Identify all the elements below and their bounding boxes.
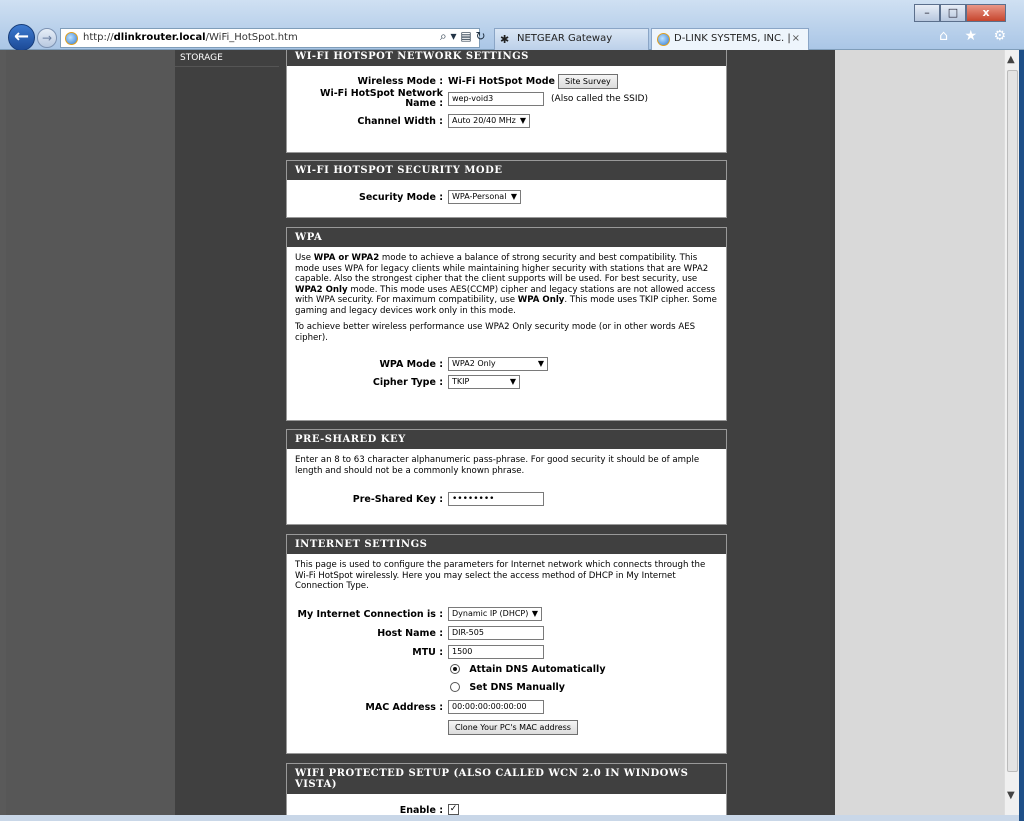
network-name-label <box>320 89 443 109</box>
section-title: PRE-SHARED KEY <box>287 430 726 449</box>
home-favorites-tools-icons[interactable]: ⌂ ★ ⚙ <box>939 28 1012 44</box>
wpa-desc-text: mode. This mode uses AES(CCMP) cipher and legacy stations are not allowed access with WPA security. For maximum compatibility, use <box>295 284 716 305</box>
netgear-icon: ✱ <box>500 33 510 46</box>
mtu-label: MTU : <box>412 646 443 658</box>
wpa-description <box>295 253 718 316</box>
site-survey-button[interactable]: Site Survey <box>558 74 618 89</box>
wpa-section <box>286 227 727 421</box>
section-title: INTERNET SETTINGS <box>287 535 726 554</box>
connection-type-label: My Internet Connection is : <box>297 608 443 620</box>
wpa-mode-select[interactable] <box>448 357 548 371</box>
chevron-down-icon: ▼ <box>509 377 516 386</box>
mac-address-input[interactable]: 00:00:00:00:00:00 <box>448 700 544 714</box>
pre-shared-key-section <box>286 429 727 525</box>
close-window-button[interactable]: x <box>966 4 1006 22</box>
network-name-label-line1: Wi-Fi HotSpot Network <box>319 88 443 99</box>
minimize-button[interactable]: – <box>914 4 940 22</box>
right-margin <box>835 50 1004 815</box>
wpa-desc-bold: WPA2 Only <box>295 284 348 295</box>
window-bottom-border <box>0 815 1019 821</box>
wpa-mode-label: WPA Mode : <box>379 359 443 370</box>
chevron-down-icon: ▼ <box>519 116 526 125</box>
wireless-mode-value: Wi-Fi HotSpot Mode <box>448 76 555 87</box>
hotspot-network-section <box>286 50 727 153</box>
desktop-edge <box>1019 50 1024 821</box>
chevron-down-icon: ▼ <box>510 192 517 201</box>
wps-section <box>286 763 727 815</box>
window-controls <box>914 4 1006 22</box>
dns-manual-label: Set DNS Manually <box>469 681 565 693</box>
address-tools[interactable]: ⌕ ▾ ▤ ↻ <box>440 29 486 43</box>
vertical-scrollbar[interactable] <box>1004 50 1019 815</box>
address-path: /WiFi_HotSpot.htm <box>205 32 298 43</box>
channel-width-select[interactable] <box>448 114 530 128</box>
security-mode-value: WPA-Personal <box>452 192 507 201</box>
tab-label: NETGEAR Gateway <box>517 33 613 44</box>
cipher-type-value: TKIP <box>452 377 470 386</box>
section-title: WIFI PROTECTED SETUP (ALSO CALLED WCN 2.0 IN WINDOWS VISTA) <box>287 764 726 794</box>
forward-button[interactable]: → <box>37 28 57 48</box>
sidebar-item-storage[interactable]: STORAGE <box>175 50 279 67</box>
dns-auto-label: Attain DNS Automatically <box>469 663 606 675</box>
close-tab-icon[interactable]: × <box>791 33 800 44</box>
host-name-label: Host Name : <box>377 627 443 639</box>
wpa-desc-bold: WPA or WPA2 <box>313 253 380 263</box>
psk-label: Pre-Shared Key : <box>352 494 443 505</box>
clone-mac-button[interactable]: Clone Your PC's MAC address <box>448 720 578 735</box>
wps-enable-checkbox[interactable]: ✓ <box>449 804 458 814</box>
cipher-type-label: Cipher Type : <box>372 377 443 388</box>
dns-manual-radio[interactable] <box>450 682 460 692</box>
address-host: dlinkrouter.local <box>113 32 206 43</box>
mtu-input[interactable]: 1500 <box>448 645 544 659</box>
connection-type-select[interactable] <box>448 607 542 621</box>
channel-width-value: Auto 20/40 MHz <box>452 116 516 125</box>
psk-input[interactable]: •••••••• <box>448 492 544 506</box>
wpa-desc-text: . This mode uses TKIP cipher. Some gaming and legacy devices work only in this mode. <box>295 295 717 316</box>
wpa-performance-note: To achieve better wireless performance use WPA2 Only security mode (or in other words AES cipher). <box>295 322 696 343</box>
cipher-type-select[interactable] <box>448 375 520 389</box>
wpa-mode-value: WPA2 Only <box>452 359 496 368</box>
channel-width-label: Channel Width : <box>357 116 443 127</box>
scroll-down-icon[interactable]: ▼ <box>1007 790 1015 801</box>
tab-label: D-LINK SYSTEMS, INC. | <box>674 33 791 44</box>
wpa-desc-text: mode to achieve a balance of strong security and best compatibility. This mode uses WPA for legacy clients while maintaining higher security with stations that are WPA2 capable. Also the strongest cipher that the client supports will be used. For best security, use <box>295 253 709 284</box>
section-title: WI-FI HOTSPOT SECURITY MODE <box>287 161 726 180</box>
maximize-button[interactable]: □ <box>940 4 966 22</box>
tab-netgear[interactable] <box>494 28 649 50</box>
tab-dlink[interactable] <box>651 28 809 50</box>
security-mode-select[interactable] <box>448 190 521 204</box>
left-navigation <box>175 50 279 815</box>
host-name-input[interactable]: DIR-505 <box>448 626 544 640</box>
psk-description: Enter an 8 to 63 character alphanumeric pass-phrase. For good security it should be of ample length and should not be a commonly known phrase. <box>295 455 700 476</box>
section-title: WI-FI HOTSPOT NETWORK SETTINGS <box>287 50 726 66</box>
back-button[interactable]: ← <box>8 24 35 51</box>
page-viewport <box>6 50 1004 815</box>
wpa-desc-text: Use <box>295 253 314 263</box>
wps-enable-label: Enable : <box>399 805 443 815</box>
chevron-down-icon: ▼ <box>537 359 544 368</box>
mac-address-label: MAC Address : <box>365 701 443 713</box>
security-mode-label: Security Mode : <box>359 192 443 203</box>
internet-settings-section <box>286 534 727 754</box>
chevron-down-icon: ▼ <box>531 608 538 618</box>
internet-description: This page is used to configure the parameters for Internet network which connects through the Wi-Fi HotSpot wirelessly. Here you may select the access method of DHCP in My Internet Connection Type. <box>295 560 706 591</box>
network-name-label-line2: Name : <box>405 98 443 109</box>
page-icon <box>65 32 78 45</box>
scroll-thumb[interactable] <box>1007 70 1018 772</box>
ie-page-icon <box>657 33 670 46</box>
address-scheme: http:// <box>83 32 114 43</box>
wpa-desc-bold: WPA Only <box>517 295 565 305</box>
ssid-hint: (Also called the SSID) <box>551 94 648 104</box>
wireless-mode-label: Wireless Mode : <box>357 76 443 87</box>
connection-type-value: Dynamic IP (DHCP) <box>452 608 529 618</box>
scroll-up-icon[interactable]: ▲ <box>1007 54 1015 65</box>
dns-auto-radio[interactable] <box>450 664 460 674</box>
network-name-input[interactable]: wep-void3 <box>448 92 544 106</box>
address-bar[interactable] <box>60 28 480 48</box>
browser-toolbar <box>0 0 1024 50</box>
security-mode-section <box>286 160 727 218</box>
section-title: WPA <box>287 228 726 247</box>
main-content <box>279 50 835 815</box>
